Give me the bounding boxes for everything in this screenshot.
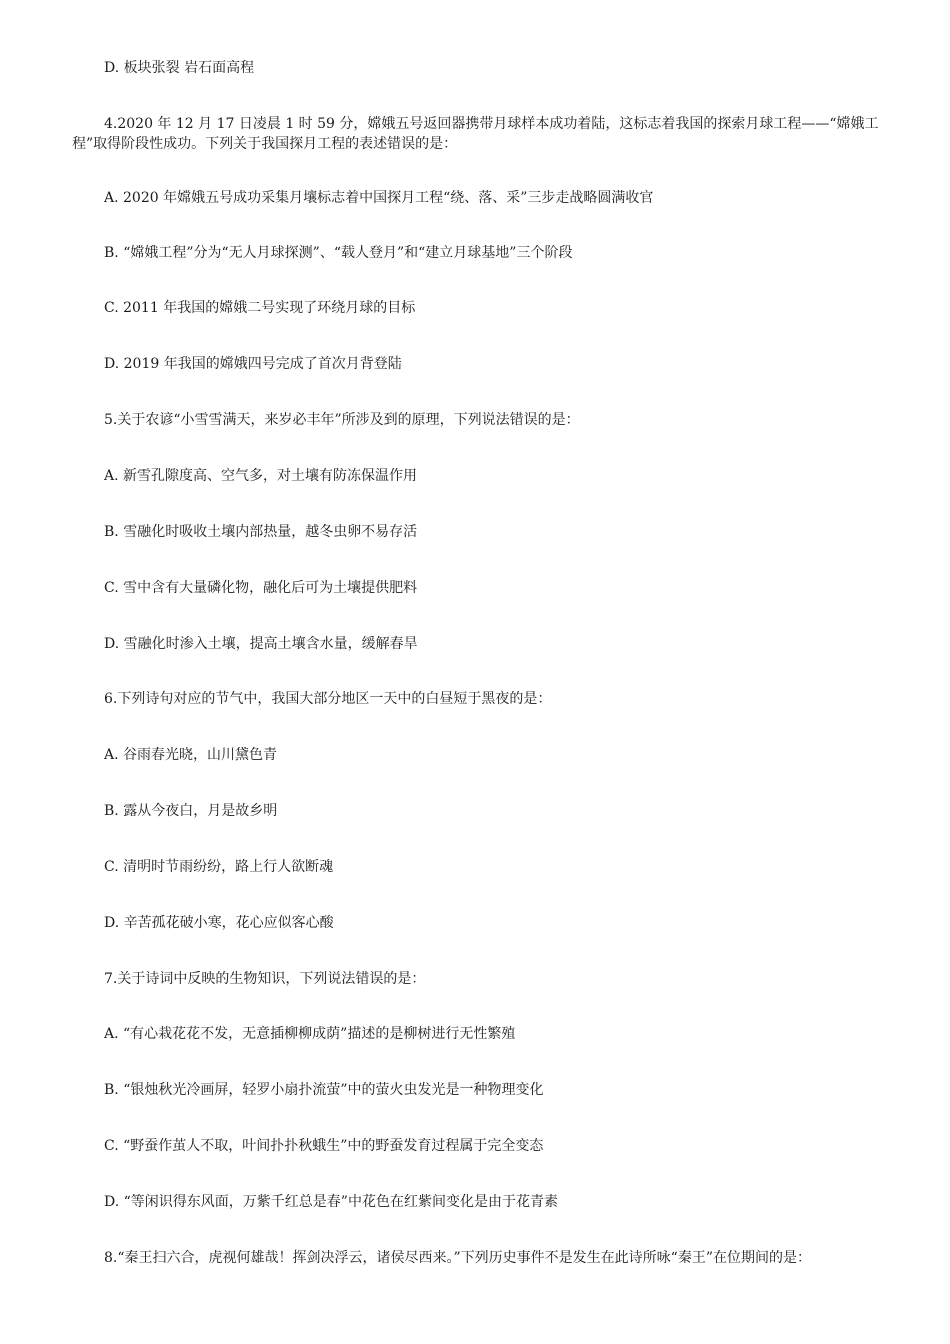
option-6d: D. 辛苦孤花破小寒，花心应似客心酸 [104,915,334,931]
option-7c: C. “野蚕作茧人不取，叶间扑扑秋蛾生”中的野蚕发育过程属于完全变态 [104,1138,544,1154]
question-5: 5.关于农谚“小雪雪满天，来岁必丰年”所涉及到的原理，下列说法错误的是： [104,412,580,428]
option-4c: C. 2011 年我国的嫦娥二号实现了环绕月球的目标 [104,300,416,316]
option-6b: B. 露从今夜白，月是故乡明 [104,803,278,819]
question-8: 8.“秦王扫六合，虎视何雄哉！挥剑决浮云，诸侯尽西来。”下列历史事件不是发生在此诗所咏“秦王”在位期间的是： [104,1250,811,1266]
option-6c: C. 清明时节雨纷纷，路上行人欲断魂 [104,859,334,875]
option-5a: A. 新雪孔隙度高、空气多，对土壤有防冻保温作用 [104,468,418,484]
option-6a: A. 谷雨春光晓，山川黛色青 [104,747,278,763]
option-5b: B. 雪融化时吸收土壤内部热量，越冬虫卵不易存活 [104,524,418,540]
option-7b: B. “银烛秋光冷画屏，轻罗小扇扑流萤”中的萤火虫发光是一种物理变化 [104,1082,544,1098]
question-4: 4.2020 年 12 月 17 日凌晨 1 时 59 分，嫦娥五号返回器携带月球样本成功着陆，这标志着我国的探索月球工程——“嫦娥工程”取得阶段性成功。下列关于我国探月工程的表述错误的是： [72,116,879,152]
option-4b: B. “嫦娥工程”分为“无人月球探测”、“载人登月”和“建立月球基地”三个阶段 [104,245,573,261]
option-4a: A. 2020 年嫦娥五号成功采集月壤标志着中国探月工程“绕、落、采”三步走战略圆满收官 [104,190,654,206]
option-5d: D. 雪融化时渗入土壤，提高土壤含水量，缓解春旱 [104,636,418,652]
question-7: 7.关于诗词中反映的生物知识，下列说法错误的是： [104,971,426,987]
question-6: 6.下列诗句对应的节气中，我国大部分地区一天中的白昼短于黑夜的是： [104,691,552,707]
option-3d: D. 板块张裂 岩石面高程 [104,60,255,76]
option-4d: D. 2019 年我国的嫦娥四号完成了首次月背登陆 [104,356,402,372]
option-5c: C. 雪中含有大量磷化物，融化后可为土壤提供肥料 [104,580,418,596]
option-7a: A. “有心栽花花不发，无意插柳柳成荫”描述的是柳树进行无性繁殖 [104,1026,516,1042]
option-7d: D. “等闲识得东风面，万紫千红总是春”中花色在红紫间变化是由于花青素 [104,1194,558,1210]
